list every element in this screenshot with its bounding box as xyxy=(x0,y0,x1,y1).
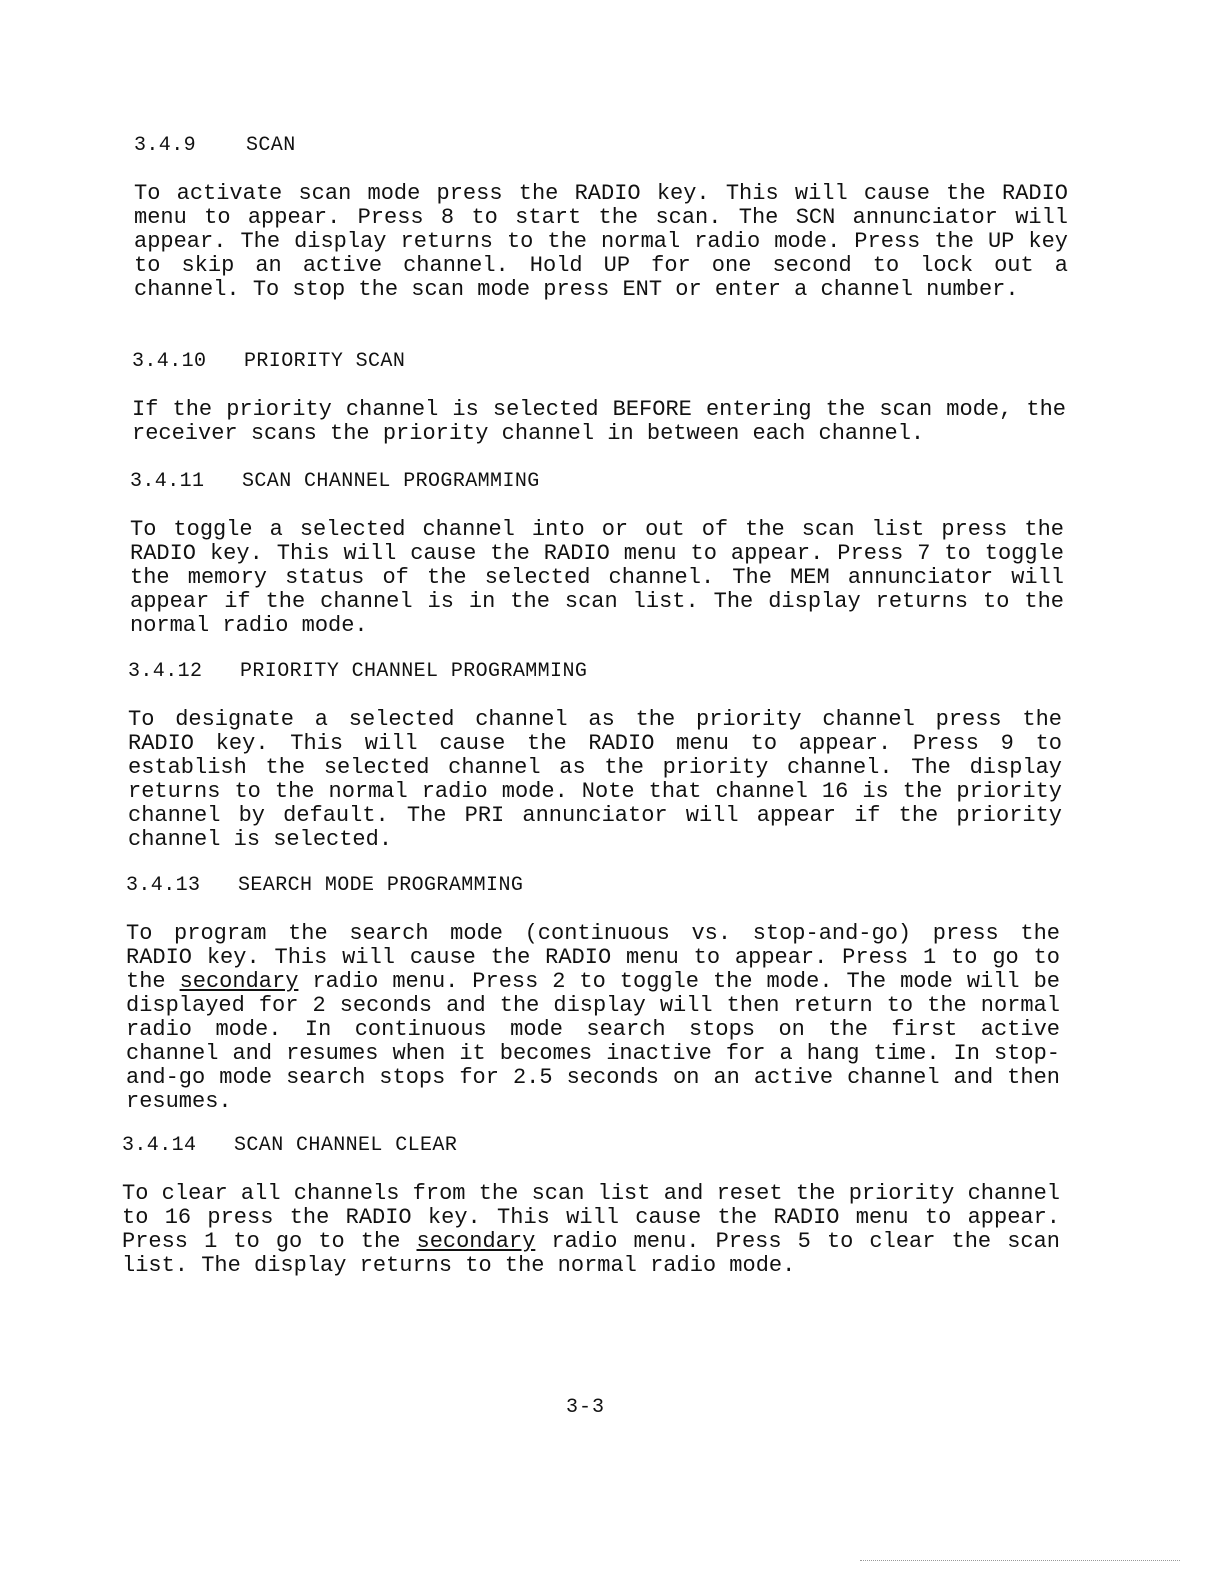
section-title: PRIORITY CHANNEL PROGRAMMING xyxy=(240,660,588,683)
section-heading xyxy=(134,134,1068,158)
section-body: To activate scan mode press the RADIO key. This will cause the RADIO menu to appear. Press 8 to start the scan. The SCN annunciator will appear. The display returns to the normal radio mode. Press the UP key to skip an active channel. Hold UP for one second to lock out a channel. To stop the scan mode press ENT or enter a channel number. xyxy=(134,181,1068,302)
section-body xyxy=(126,922,1060,1114)
body-text: radio menu. Press 2 to toggle the mode. The mode will be displayed for 2 seconds and the display will then return to the normal radio mode. In continuous mode search stops on the first active channel and resumes when it becomes inactive for a hang time. In stop-and-go mode search stops for 2.5 seconds on an active channel and then resumes. xyxy=(126,969,1061,1114)
section-number: 3.4.9 xyxy=(134,134,197,157)
section-number: 3.4.13 xyxy=(126,874,201,897)
section-body xyxy=(122,1182,1060,1278)
section-3-4-11 xyxy=(130,470,1064,638)
section-heading xyxy=(122,1134,1060,1158)
section-3-4-9 xyxy=(134,134,1068,302)
body-text: To program the search mode (continuous vs. stop-and-go) press the RADIO key. This will cause the RADIO menu to appear. Press 1 to go to the xyxy=(126,921,1060,994)
section-body: If the priority channel is selected BEFORE entering the scan mode, the receiver scans the priority channel in between each channel. xyxy=(132,397,1066,446)
section-title: SEARCH MODE PROGRAMMING xyxy=(238,874,524,897)
section-heading xyxy=(128,660,1062,684)
section-number: 3.4.11 xyxy=(130,470,205,493)
section-number: 3.4.12 xyxy=(128,660,203,683)
section-3-4-12 xyxy=(128,660,1062,852)
section-heading xyxy=(130,470,1064,494)
section-3-4-13 xyxy=(126,874,1060,1114)
section-3-4-10 xyxy=(132,350,1066,446)
scan-artifact-divider xyxy=(860,1560,1180,1563)
section-title: SCAN CHANNEL PROGRAMMING xyxy=(242,470,540,493)
section-heading xyxy=(126,874,1060,898)
section-number: 3.4.10 xyxy=(132,350,207,373)
secondary-emphasis: secondary xyxy=(179,969,299,994)
section-number: 3.4.14 xyxy=(122,1134,197,1157)
section-heading xyxy=(132,350,1066,374)
page-number: 3-3 xyxy=(566,1396,606,1419)
secondary-emphasis: secondary xyxy=(416,1229,536,1254)
section-title: PRIORITY SCAN xyxy=(244,350,406,373)
section-title: SCAN xyxy=(246,134,296,157)
section-body: To designate a selected channel as the priority channel press the RADIO key. This will cause the RADIO menu to appear. Press 9 to establish the selected channel as the priority channel. The display returns to the normal radio mode. Note that channel 16 is the priority channel by default. The PRI annunciator will appear if the priority channel is selected. xyxy=(128,707,1062,852)
section-3-4-14 xyxy=(122,1134,1060,1278)
body-text: radio menu. Press 5 to clear the scan list. The display returns to the normal radio mode. xyxy=(122,1229,1061,1278)
section-title: SCAN CHANNEL CLEAR xyxy=(234,1134,458,1157)
body-text: To clear all channels from the scan list and reset the priority channel to 16 press the RADIO key. This will cause the RADIO menu to appear. Press 1 to go to the xyxy=(122,1181,1060,1254)
section-body: To toggle a selected channel into or out of the scan list press the RADIO key. This will cause the RADIO menu to appear. Press 7 to toggle the memory status of the selected channel. The MEM annunciator will appear if the channel is in the scan list. The display returns to the normal radio mode. xyxy=(130,517,1064,638)
